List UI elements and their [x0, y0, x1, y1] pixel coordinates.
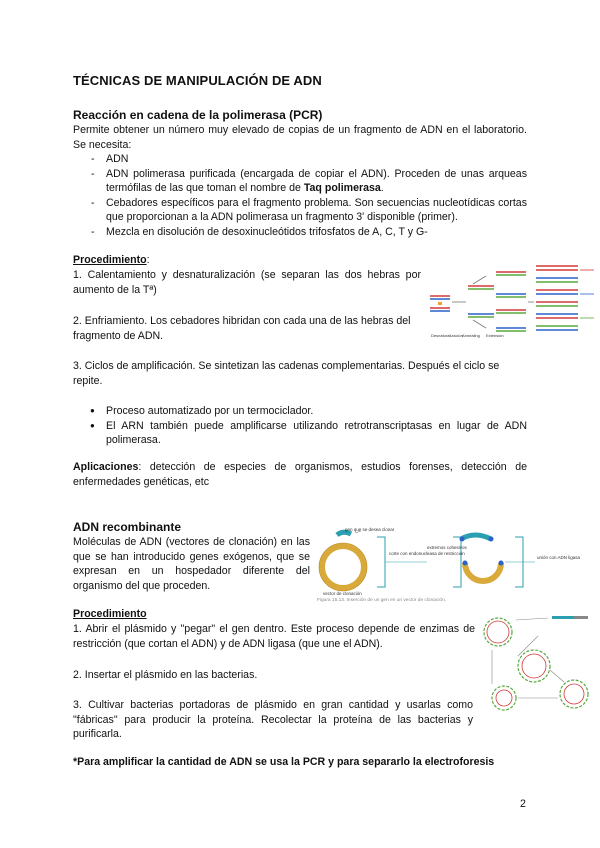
pcr-step-3: 3. Ciclos de amplificación. Se sintetizan las cadenas complementarias. Después el ciclo se repite.	[73, 360, 500, 387]
pcr-fig-label-2: Annealing	[462, 333, 480, 338]
pcr-applications: Aplicaciones: detección de especies de organismos, estudios forenses, detección de enfermedades genéticas, etc	[73, 461, 527, 488]
recombinant-step-1: 1. Abrir el plásmido y "pegar" el gen dentro. Este proceso depende de enzimas de restricción (que cortan el ADN) y de ADN ligasa (que une el ADN).	[73, 623, 475, 650]
recombinant-heading: ADN recombinante	[73, 520, 182, 534]
pcr-cycles-figure	[428, 264, 596, 340]
list-item: - ADN	[73, 152, 527, 167]
list-item: ● El ARN también puede amplificarse utilizando retrotranscriptasas en lugar de ADN polimerasa.	[73, 419, 527, 448]
pcr-heading: Reacción en cadena de la polimerasa (PCR)	[73, 108, 323, 122]
label-ends: extremos cohesivos	[427, 545, 467, 550]
pcr-step-1: 1. Calentamiento y desnaturalización (se separan las dos hebras por aumento de la Tª)	[73, 269, 421, 296]
recombinant-intro: Moléculas de ADN (vectores de clonación) en las que se han introducido genes exógenos, que se expresan en un hospedador diferente del organismo del que proceden.	[73, 536, 310, 592]
recombinant-step-3: 3. Cultivar bacterias portadoras de plásmido en gran cantidad y usarlas como "fábricas" para producir la proteína. Recolectar la proteína de las bacterias y purificarla.	[73, 699, 473, 741]
recombinant-step-2: 2. Insertar el plásmido en las bacterias.	[73, 669, 258, 681]
recombinant-dna-figure	[315, 525, 598, 603]
list-item: - ADN polimerasa purificada (encargada de copiar el ADN). Proceden de unas arqueas termófilas de las que toman el nombre de Taq polimerasa.	[73, 167, 527, 196]
recombinant-note: *Para amplificar la cantidad de ADN se usa la PCR y para separarlo la electroforesis	[73, 756, 495, 768]
label-donor-gene: gen que se desea clonar	[345, 527, 395, 532]
applications-label: Aplicaciones	[73, 461, 139, 473]
page-number: 2	[520, 798, 526, 810]
label-join: unión con ADN ligasa	[537, 555, 581, 560]
label-cut: corte con endonucleasa de restricción	[389, 551, 465, 556]
label-vector: vector de clonación	[323, 591, 362, 596]
list-item: - Mezcla en disolución de desoxinucleótidos trifosfatos de A, C, T y G-	[73, 225, 527, 240]
list-item: ● Proceso automatizado por un termociclador.	[73, 404, 527, 419]
taq-polimerasa-term: Taq polimerasa	[303, 182, 381, 195]
recombinant-procedure-heading: Procedimiento	[73, 608, 147, 620]
pcr-step-2: 2. Enfriamiento. Los cebadores hibridan con cada una de las hebras del fragmento de ADN.	[73, 315, 411, 342]
page-title: TÉCNICAS DE MANIPULACIÓN DE ADN	[73, 73, 322, 88]
pcr-intro: Permite obtener un número muy elevado de copias de un fragmento de ADN en el laboratorio. Se necesita:	[73, 124, 527, 151]
pcr-fig-label-1: Desnaturalización	[431, 333, 463, 338]
pcr-procedure-heading: Procedimiento:	[73, 254, 150, 266]
pcr-needs-list	[73, 152, 527, 240]
pcr-fig-label-3: Extensión	[486, 333, 504, 338]
plasmid-cycle-figure	[478, 610, 596, 714]
list-item: - Cebadores específicos para el fragmento problema. Son secuencias nucleotídicas cortas que proporcionan a la ADN polimerasa un fragmento 3' disponible (primer).	[73, 196, 527, 225]
pcr-bullets	[73, 404, 527, 448]
figure-caption: Figura 15.13. Inserción de un gen en un vector de clonación.	[317, 598, 447, 603]
